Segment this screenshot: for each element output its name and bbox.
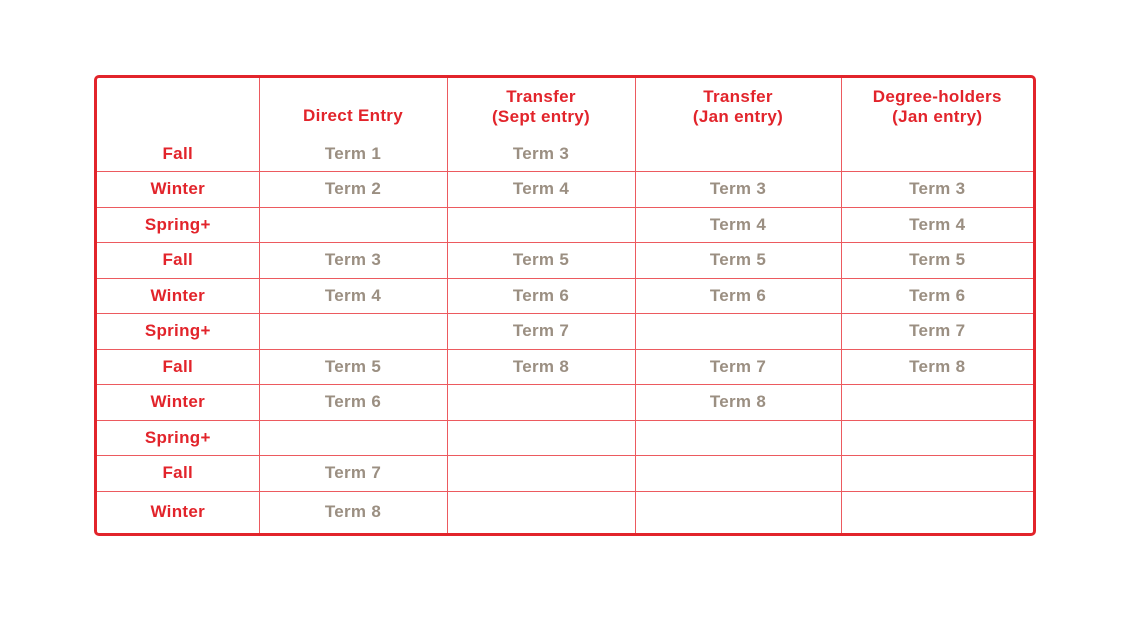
transfer-jan-cell: Term 8 bbox=[635, 385, 841, 421]
degree-holders-cell bbox=[841, 385, 1033, 421]
header-transfer-sept-line1: Transfer bbox=[506, 87, 576, 106]
degree-holders-cell bbox=[841, 456, 1033, 492]
transfer-jan-cell bbox=[635, 491, 841, 533]
transfer-jan-cell bbox=[635, 136, 841, 172]
transfer-sept-cell: Term 7 bbox=[447, 314, 635, 350]
degree-holders-cell: Term 5 bbox=[841, 243, 1033, 279]
transfer-sept-cell: Term 5 bbox=[447, 243, 635, 279]
direct-entry-cell bbox=[259, 420, 447, 456]
degree-holders-cell: Term 3 bbox=[841, 172, 1033, 208]
transfer-sept-cell bbox=[447, 456, 635, 492]
header-degree-holders bbox=[841, 78, 1033, 136]
table-row bbox=[97, 172, 1033, 208]
degree-holders-cell bbox=[841, 420, 1033, 456]
transfer-sept-cell: Term 6 bbox=[447, 278, 635, 314]
header-transfer-sept bbox=[447, 78, 635, 136]
header-direct-entry bbox=[259, 78, 447, 136]
transfer-jan-cell: Term 7 bbox=[635, 349, 841, 385]
direct-entry-cell: Term 6 bbox=[259, 385, 447, 421]
table-row bbox=[97, 491, 1033, 533]
transfer-sept-cell bbox=[447, 207, 635, 243]
degree-holders-cell: Term 6 bbox=[841, 278, 1033, 314]
header-blank bbox=[97, 78, 259, 136]
direct-entry-cell bbox=[259, 207, 447, 243]
direct-entry-cell: Term 8 bbox=[259, 491, 447, 533]
direct-entry-cell: Term 4 bbox=[259, 278, 447, 314]
table-row bbox=[97, 243, 1033, 279]
transfer-sept-cell: Term 4 bbox=[447, 172, 635, 208]
transfer-jan-cell bbox=[635, 420, 841, 456]
header-transfer-jan-line2: (Jan entry) bbox=[692, 107, 784, 126]
transfer-jan-cell bbox=[635, 314, 841, 350]
table-row bbox=[97, 420, 1033, 456]
degree-holders-cell: Term 7 bbox=[841, 314, 1033, 350]
degree-holders-cell bbox=[841, 491, 1033, 533]
season-cell: Winter bbox=[97, 172, 259, 208]
transfer-sept-cell bbox=[447, 491, 635, 533]
direct-entry-cell: Term 2 bbox=[259, 172, 447, 208]
direct-entry-cell: Term 1 bbox=[259, 136, 447, 172]
table-row bbox=[97, 314, 1033, 350]
degree-holders-cell bbox=[841, 136, 1033, 172]
table-row bbox=[97, 278, 1033, 314]
table-row bbox=[97, 136, 1033, 172]
schedule-table-frame bbox=[94, 75, 1036, 536]
season-cell: Fall bbox=[97, 243, 259, 279]
season-cell: Winter bbox=[97, 385, 259, 421]
season-cell: Winter bbox=[97, 491, 259, 533]
season-cell: Fall bbox=[97, 349, 259, 385]
header-transfer-jan-line1: Transfer bbox=[703, 87, 773, 106]
header-transfer-jan bbox=[635, 78, 841, 136]
transfer-sept-cell: Term 8 bbox=[447, 349, 635, 385]
header-transfer-sept-line2: (Sept entry) bbox=[491, 107, 591, 126]
header-row bbox=[97, 78, 1033, 136]
direct-entry-cell: Term 5 bbox=[259, 349, 447, 385]
degree-holders-cell: Term 4 bbox=[841, 207, 1033, 243]
header-degree-holders-line2: (Jan entry) bbox=[892, 107, 983, 126]
degree-holders-cell: Term 8 bbox=[841, 349, 1033, 385]
table-row bbox=[97, 456, 1033, 492]
header-degree-holders-line1: Degree-holders bbox=[872, 87, 1002, 106]
table-row bbox=[97, 207, 1033, 243]
season-cell: Spring+ bbox=[97, 314, 259, 350]
term-schedule-table bbox=[97, 78, 1033, 533]
direct-entry-cell: Term 3 bbox=[259, 243, 447, 279]
header-direct-entry-label: Direct Entry bbox=[303, 106, 403, 125]
season-cell: Spring+ bbox=[97, 420, 259, 456]
season-cell: Spring+ bbox=[97, 207, 259, 243]
transfer-jan-cell: Term 3 bbox=[635, 172, 841, 208]
transfer-sept-cell: Term 3 bbox=[447, 136, 635, 172]
transfer-jan-cell: Term 6 bbox=[635, 278, 841, 314]
season-cell: Fall bbox=[97, 456, 259, 492]
transfer-jan-cell: Term 4 bbox=[635, 207, 841, 243]
season-cell: Winter bbox=[97, 278, 259, 314]
transfer-sept-cell bbox=[447, 385, 635, 421]
table-row bbox=[97, 349, 1033, 385]
transfer-sept-cell bbox=[447, 420, 635, 456]
direct-entry-cell: Term 7 bbox=[259, 456, 447, 492]
direct-entry-cell bbox=[259, 314, 447, 350]
season-cell: Fall bbox=[97, 136, 259, 172]
transfer-jan-cell: Term 5 bbox=[635, 243, 841, 279]
table-row bbox=[97, 385, 1033, 421]
transfer-jan-cell bbox=[635, 456, 841, 492]
